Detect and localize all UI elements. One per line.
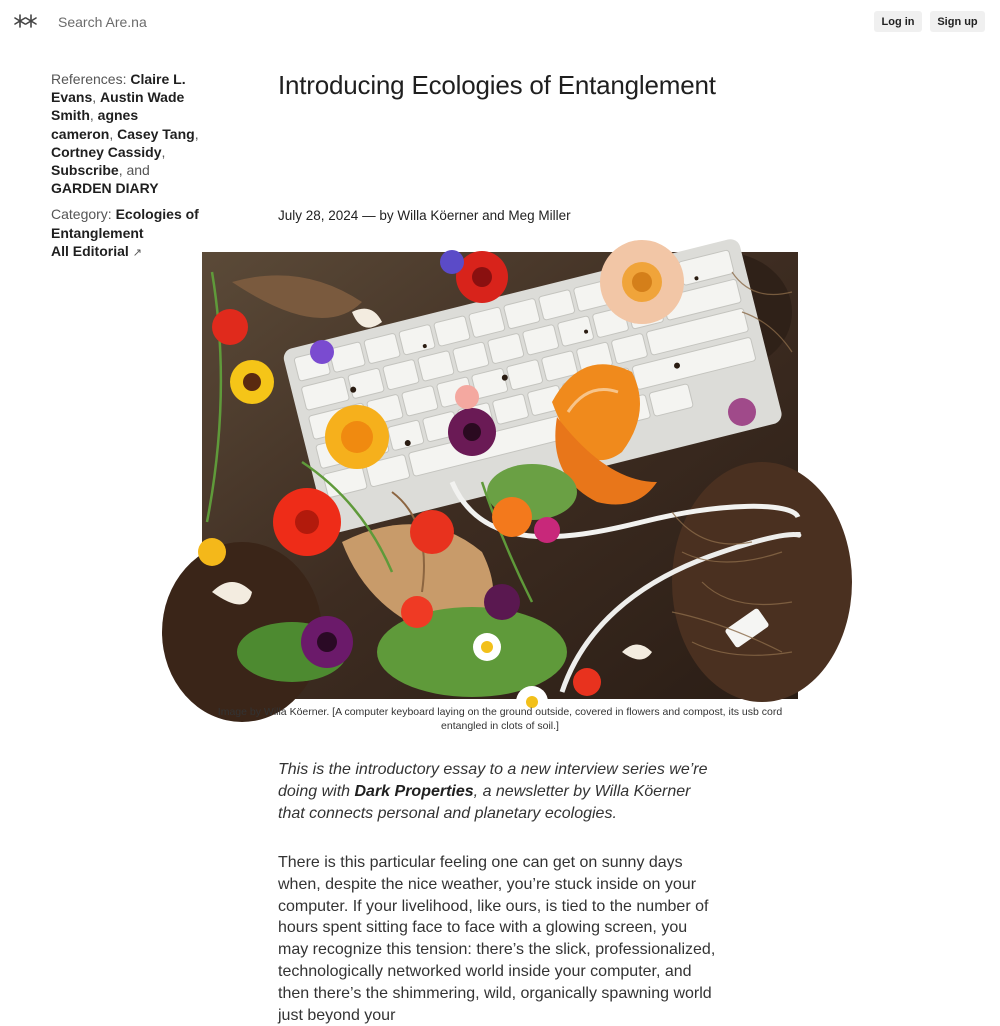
separator-and: , and [118, 162, 150, 179]
category-block [51, 205, 201, 262]
keyboard-flowers-illustration [202, 252, 798, 699]
external-arrow-icon: ↗ [132, 246, 143, 259]
article-date: July 28, 2024 [278, 208, 359, 223]
article-intro [278, 759, 718, 825]
reference-link[interactable]: Subscribe [51, 162, 119, 179]
all-editorial-label: All Editorial [51, 242, 129, 259]
category-label: Category: [51, 206, 112, 223]
category-link[interactable]: Ecologies of Entanglement [51, 206, 199, 241]
byline [278, 208, 571, 223]
references-block [51, 70, 201, 197]
reference-link[interactable]: Casey Tang [117, 125, 195, 142]
article-title: Introducing Ecologies of Entanglement [278, 70, 716, 100]
login-button[interactable]: Log in [874, 11, 922, 32]
references-label: References: [51, 71, 127, 87]
intro-text-after: , a newsletter by Willa Köerner that connects personal and planetary ecologies. [278, 783, 691, 822]
separator: , [161, 143, 166, 160]
reference-link[interactable]: GARDEN DIARY [51, 180, 159, 197]
arena-logo-icon[interactable] [14, 11, 38, 31]
separator: , [89, 107, 98, 124]
separator: , [109, 125, 118, 142]
article-authors: — by Willa Köerner and Meg Miller [362, 208, 571, 223]
reference-link[interactable]: Cortney Cassidy [51, 143, 162, 160]
all-editorial-link[interactable] [51, 242, 201, 262]
image-caption: Image by Willa Köerner. [A computer keyboard laying on the ground outside, covered in flowers and compost, its usb cord entangled in clots of soil.] [217, 706, 783, 732]
dark-properties-link[interactable]: Dark Properties [354, 783, 474, 800]
reference-link[interactable]: Claire L. Evans [51, 71, 186, 106]
separator: , [194, 125, 199, 142]
reference-link[interactable]: agnes cameron [51, 107, 139, 142]
separator: , [92, 89, 101, 106]
search-input[interactable] [58, 12, 358, 32]
article-hero-image [202, 252, 798, 699]
intro-text-before: This is the introductory essay to a new interview series we’re doing with [278, 761, 708, 800]
signup-button[interactable]: Sign up [930, 11, 985, 32]
sidebar [51, 70, 201, 270]
reference-link[interactable]: Austin Wade Smith [51, 89, 185, 124]
article-paragraph: There is this particular feeling one can get on sunny days when, despite the nice weather, you’re stuck inside on your computer. If your livelihood, like ours, is tied to the number of hours spent sitting face to face with a glowing screen, you may recognize this tension: there’s the slick, professionalized, technologically networked world inside your computer, and then there’s the shimmering, wild, organically spawning world just beyond your [278, 854, 716, 1024]
